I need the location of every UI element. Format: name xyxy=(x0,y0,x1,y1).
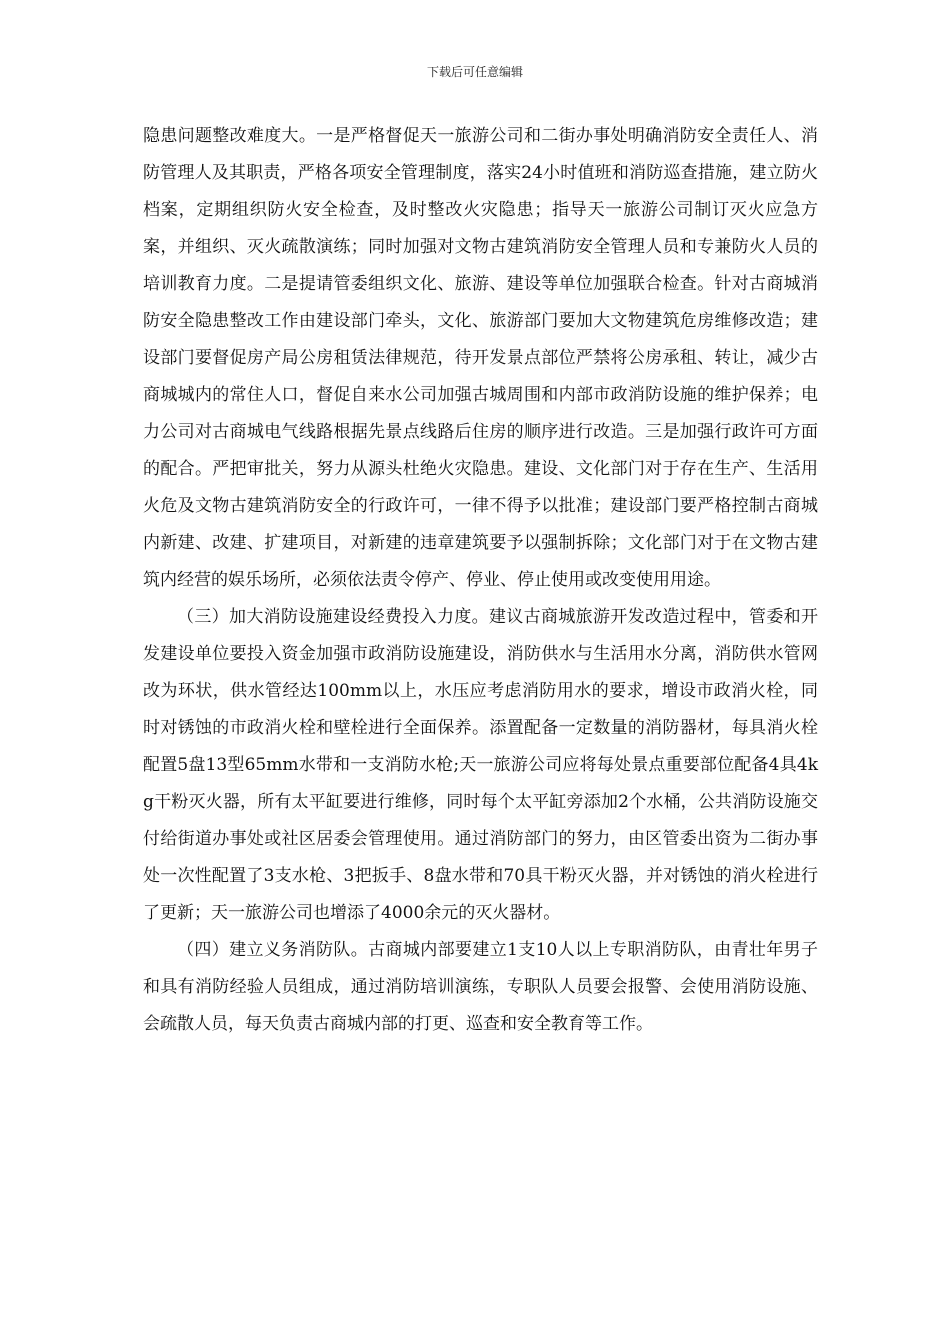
paragraph-section-4: （四）建立义务消防队。古商城内部要建立1支10人以上专职消防队，由青壮年男子和具有消防经验人员组成，通过消防培训演练，专职队人员要会报警、会使用消防设施、会疏散人员，每天负责古商城内部的打更、巡查和安全教育等工作。 xyxy=(143,940,818,1034)
paragraph-section-3: （三）加大消防设施建设经费投入力度。建议古商城旅游开发改造过程中，管委和开发建设单位要投入资金加强市政消防设施建设，消防供水与生活用水分离，消防供水管网改为环状，供水管经达100mm以上，水压应考虑消防用水的要求，增设市政消火栓，同时对锈蚀的市政消火栓和壁栓进行全面保养。添置配备一定数量的消防器材，每具消火栓配置5盘13型65mm水带和一支消防水枪;天一旅游公司应将每处景点重要部位配备4具4kg干粉灭火器，所有太平缸要进行维修，同时每个太平缸旁添加2个水桶，公共消防设施交付给街道办事处或社区居委会管理使用。通过消防部门的努力，由区管委出资为二街办事处一次性配置了3支水枪、3把扳手、8盘水带和70具干粉灭火器，并对锈蚀的消火栓进行了更新；天一旅游公司也增添了4000余元的灭火器材。 xyxy=(143,607,818,923)
paragraph-continued: 隐患问题整改难度大。一是严格督促天一旅游公司和二街办事处明确消防安全责任人、消防管理人及其职责，严格各项安全管理制度，落实24小时值班和消防巡查措施，建立防火档案，定期组织防火安全检查，及时整改火灾隐患；指导天一旅游公司制订灭火应急方案，并组织、灭火疏散演练；同时加强对文物古建筑消防安全管理人员和专兼防火人员的培训教育力度。二是提请管委组织文化、旅游、建设等单位加强联合检查。针对古商城消防安全隐患整改工作由建设部门牵头，文化、旅游部门要加大文物建筑危房维修改造；建设部门要督促房产局公房租赁法律规范，待开发景点部位严禁将公房承租、转让，减少古商城城内的常住人口，督促自来水公司加强古城周围和内部市政消防设施的维护保养；电力公司对古商城电气线路根据先景点线路后住房的顺序进行改造。三是加强行政许可方面的配合。严把审批关，努力从源头杜绝火灾隐患。建设、文化部门对于存在生产、生活用火危及文物古建筑消防安全的行政许可，一律不得予以批准；建设部门要严格控制古商城内新建、改建、扩建项目，对新建的违章建筑要予以强制拆除；文化部门对于在文物古建筑内经营的娱乐场所，必须依法责令停产、停业、停止使用或改变使用用途。 xyxy=(143,126,818,590)
document-body xyxy=(143,118,818,1043)
page-header: 下载后可任意编辑 xyxy=(426,65,523,79)
